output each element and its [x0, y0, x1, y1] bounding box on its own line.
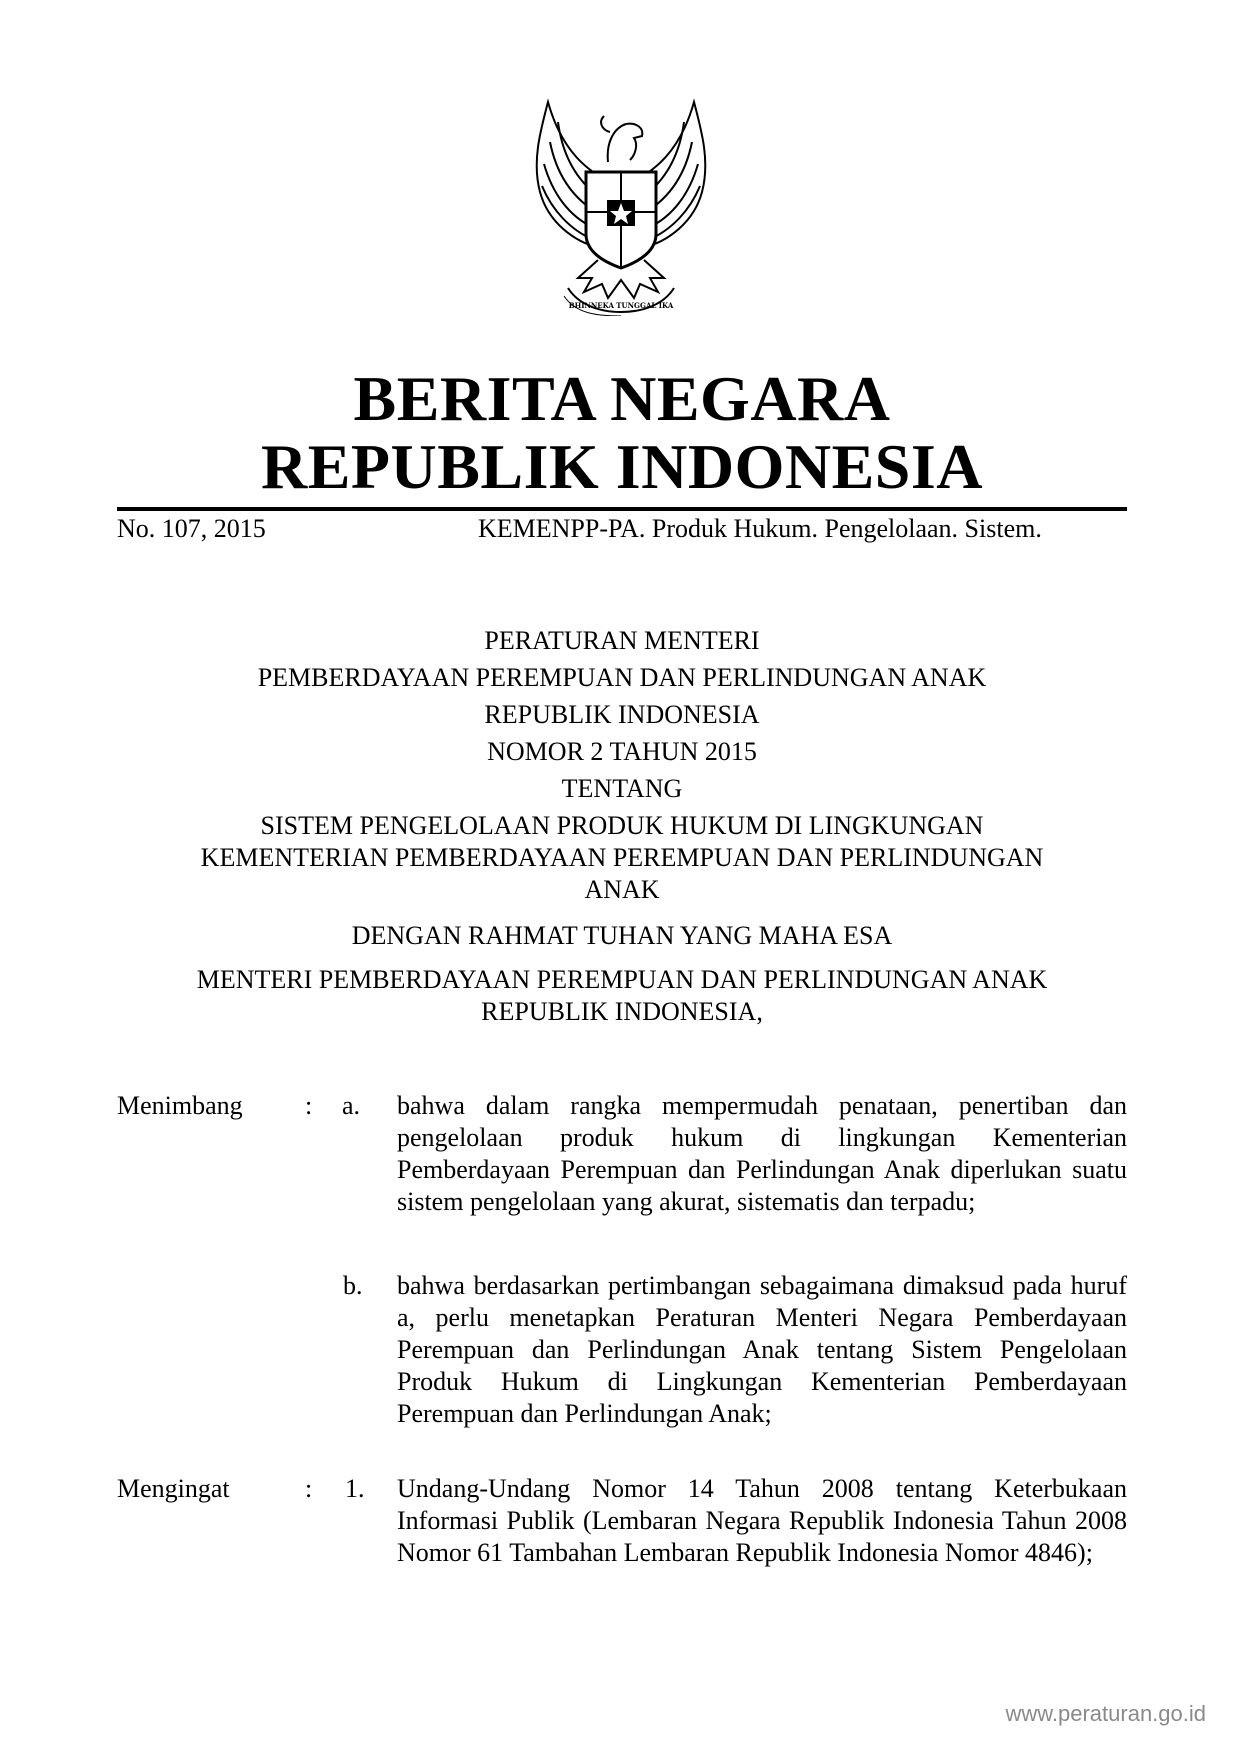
- masthead-divider: [117, 507, 1127, 511]
- garuda-emblem-icon: [518, 92, 724, 316]
- issue-number: No. 107, 2015: [117, 514, 266, 543]
- invocation-line: DENGAN RAHMAT TUHAN YANG MAHA ESA: [351, 921, 893, 950]
- masthead-line-2: REPUBLIK INDONESIA: [260, 431, 984, 502]
- title-line-regulation: PERATURAN MENTERI: [484, 626, 760, 655]
- menimbang-item-marker: a.: [342, 1091, 361, 1120]
- source-watermark: www.peraturan.go.id: [1005, 1701, 1206, 1726]
- masthead-line-1: BERITA NEGARA: [353, 363, 891, 434]
- mengingat-colon: :: [305, 1474, 313, 1503]
- menimbang-colon: :: [305, 1091, 313, 1120]
- mengingat-label: Mengingat: [117, 1474, 230, 1503]
- minister-line-2: REPUBLIK INDONESIA,: [481, 997, 763, 1026]
- menimbang-item-text: bahwa berdasarkan pertimbangan sebagaimana dimaksud pada huruf a, perlu menetapkan Peraturan Menteri Negara Pemberdayaan Perempuan dan Perlindungan Anak tentang Sistem Pengelolaan Produk Hukum di Lingkungan Kementerian Pemberdayaan Perempuan dan Perlindungan Anak;: [397, 1271, 1127, 1428]
- menimbang-label: Menimbang: [117, 1091, 243, 1120]
- mengingat-item-text: Undang-Undang Nomor 14 Tahun 2008 tentang Keterbukaan Informasi Publik (Lembaran Negara Republik Indonesia Tahun 2008 Nomor 61 Tambahan Lembaran Republik Indonesia Nomor 4846);: [397, 1474, 1127, 1567]
- title-line-ministry: PEMBERDAYAAN PEREMPUAN DAN PERLINDUNGAN ANAK: [257, 663, 987, 692]
- title-subject-line-1: SISTEM PENGELOLAAN PRODUK HUKUM DI LINGKUNGAN: [260, 811, 984, 840]
- regulation-title-block: [117, 625, 1127, 1028]
- title-line-number: NOMOR 2 TAHUN 2015: [487, 737, 757, 766]
- menimbang-item-marker: b.: [343, 1271, 363, 1300]
- title-subject-line-2: KEMENTERIAN PEMBERDAYAAN PEREMPUAN DAN PERLINDUNGAN: [200, 843, 1044, 872]
- menimbang-item-text: bahwa dalam rangka mempermudah penataan, penertiban dan pengelolaan produk hukum di lingkungan Kementerian Pemberdayaan Perempuan dan Perlindungan Anak diperlukan suatu sistem pengelolaan yang akurat, sistematis dan terpadu;: [397, 1091, 1127, 1216]
- title-line-tentang: TENTANG: [561, 774, 683, 803]
- title-line-republic: REPUBLIK INDONESIA: [484, 700, 760, 729]
- issue-topic: KEMENPP-PA. Produk Hukum. Pengelolaan. Sistem.: [478, 514, 1042, 543]
- minister-line-1: MENTERI PEMBERDAYAAN PEREMPUAN DAN PERLINDUNGAN ANAK: [196, 965, 1048, 994]
- title-subject-line-3: ANAK: [584, 875, 660, 904]
- emblem-motto: BHINNEKA TUNGGAL IKA: [568, 301, 674, 310]
- mengingat-item-marker: 1.: [345, 1474, 365, 1503]
